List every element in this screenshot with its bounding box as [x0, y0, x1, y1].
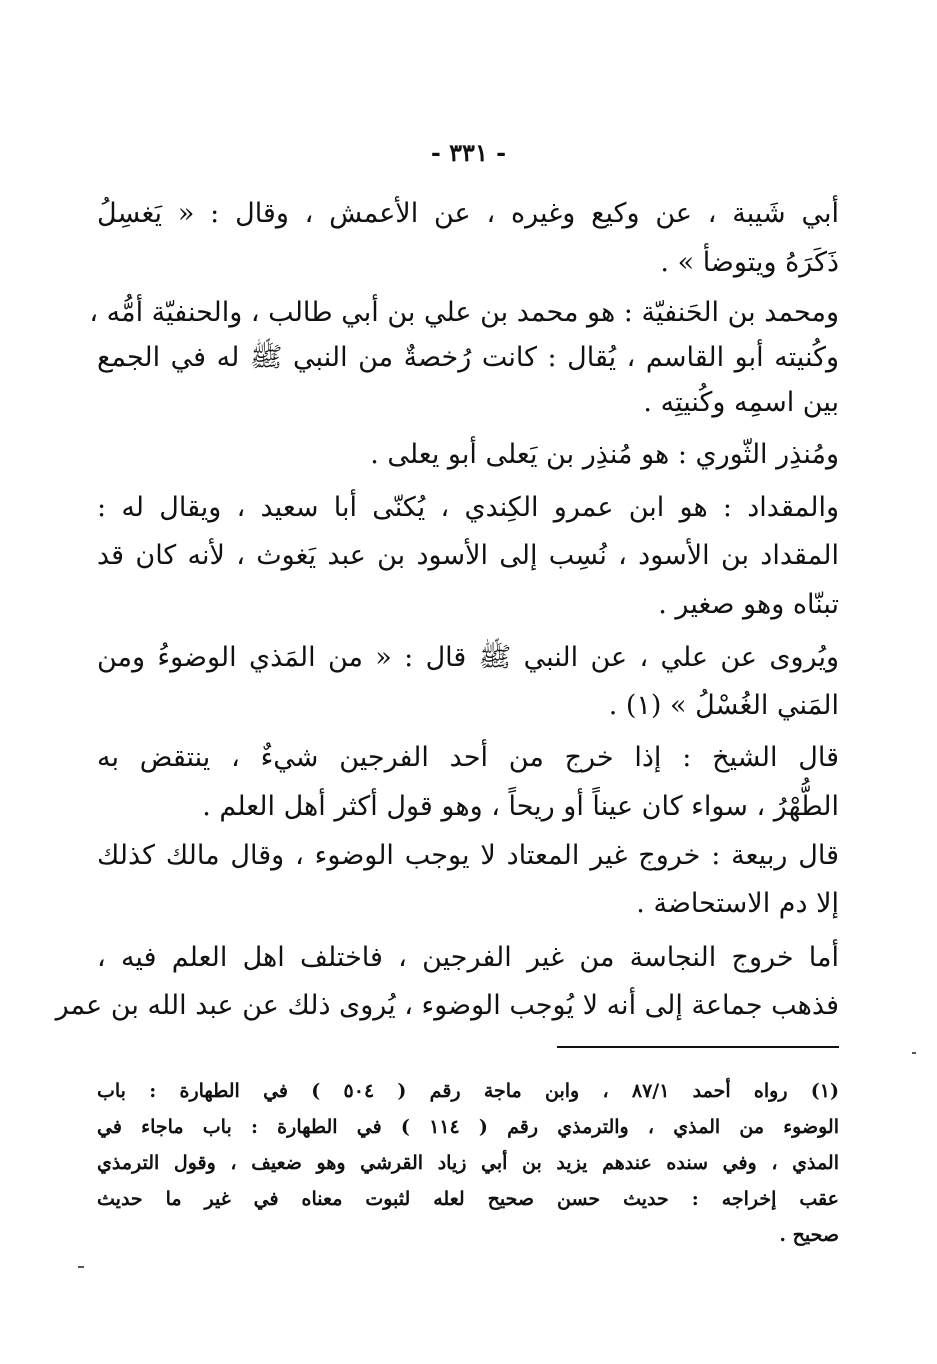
body-line: قال الشيخ : إذا خرج من أحد الفرجين شيءٌ ، ينتقض به [97, 742, 839, 773]
body-line: ومُنذِر الثّوري : هو مُنذِر بن يَعلى أبو يعلى . [370, 439, 839, 470]
body-line: الطُّهْرُ ، سواء كان عيناً أو ريحاً ، وهو قول أكثر أهل العلم . [202, 791, 839, 822]
scan-speck [78, 1266, 84, 1268]
body-line: تبنّاه وهو صغير . [658, 589, 839, 620]
scan-speck [912, 1052, 916, 1054]
footnote-line: عقب إخراجه : حديث حسن صحيح لعله لثبوت معناه في غير ما حديث [97, 1188, 839, 1210]
footnote-line: المذي ، وفي سنده عندهم يزيد بن أبي زياد القرشي وهو ضعيف ، وقول الترمذي [97, 1152, 839, 1174]
body-line: المقداد بن الأسود ، نُسِب إلى الأسود بن عبد يَغوث ، لأنه كان قد [97, 540, 839, 571]
body-line: أما خروج النجاسة من غير الفرجين ، فاختلف اهل العلم فيه ، [97, 942, 839, 973]
footnote-line: صحيح . [779, 1224, 839, 1246]
page-number: - ٣٣١ - [430, 138, 507, 167]
body-line: ومحمد بن الحَنفيّة : هو محمد بن علي بن أبي طالب ، والحنفيّة أمُّه ، [89, 297, 839, 328]
body-line: ويُروى عن علي ، عن النبي ﷺ قال : « من المَذي الوضوءُ ومن [97, 642, 839, 673]
body-line: قال ربيعة : خروج غير المعتاد لا يوجب الوضوء ، وقال مالك كذلك [97, 840, 839, 871]
body-line: أبي شَيبة ، عن وكيع وغيره ، عن الأعمش ، وقال : « يَغسِلُ [97, 198, 839, 229]
footnote-separator [557, 1046, 839, 1048]
body-line: المَني الغُسْلُ » (١) . [608, 690, 839, 721]
body-line: والمقداد : هو ابن عمرو الكِندي ، يُكنّى أبا سعيد ، ويقال له : [97, 492, 839, 523]
footnote-line: (١) رواه أحمد ٨٧/١ ، وابن ماجة رقم ( ٥٠٤ ) في الطهارة : باب [97, 1080, 839, 1102]
body-line: إلا دم الاستحاضة . [636, 888, 839, 919]
body-line: بين اسمِه وكُنيتِه . [643, 387, 839, 418]
body-line: وكُنيته أبو القاسم ، يُقال : كانت رُخصةٌ من النبي ﷺ له في الجمع [97, 342, 839, 373]
body-line: ذَكَرَهُ ويتوضأ » . [660, 247, 839, 278]
footnote-line: الوضوء من المذي ، والترمذي رقم ( ١١٤ ) في الطهارة : باب ماجاء في [97, 1116, 839, 1138]
body-line: فذهب جماعة إلى أنه لا يُوجب الوضوء ، يُروى ذلك عن عبد الله بن عمر [55, 990, 839, 1021]
